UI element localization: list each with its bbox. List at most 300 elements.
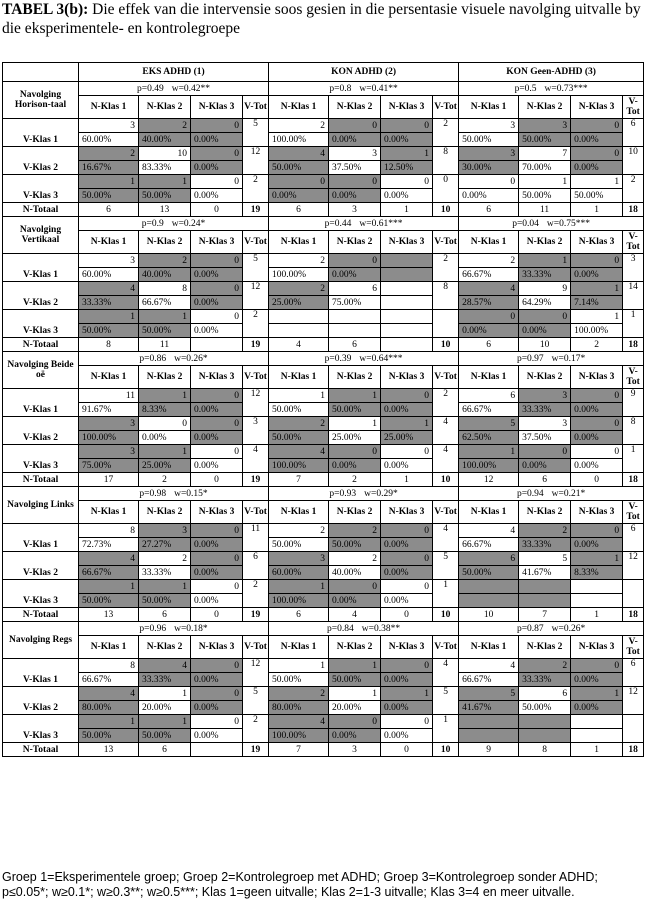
grand-total-cell: 10: [433, 473, 459, 487]
count-cell: 6: [329, 282, 381, 296]
percent-cell: 33.33%: [139, 566, 191, 580]
w-value: w=0.26*: [551, 623, 586, 634]
count-cell: 0: [329, 119, 381, 133]
column-header: N-Klas 3: [571, 366, 623, 389]
count-cell: [381, 282, 433, 296]
percent-cell: 40.00%: [329, 566, 381, 580]
column-total-cell: 8: [519, 743, 571, 757]
column-total-cell: 0: [191, 203, 243, 217]
percent-cell: [519, 729, 571, 743]
column-total-cell: 1: [571, 608, 623, 622]
count-row: [3, 687, 644, 701]
column-header: N-Klas 1: [269, 231, 329, 254]
w-value: w=0.21*: [551, 488, 586, 499]
column-header-row: [3, 366, 644, 389]
percent-cell: 50.00%: [329, 538, 381, 552]
percent-cell: 66.67%: [459, 403, 519, 417]
row-total-cell: 8: [433, 147, 459, 175]
column-header: N-Klas 2: [519, 366, 571, 389]
grand-total-cell: 19: [243, 203, 269, 217]
percent-cell: 25.00%: [381, 431, 433, 445]
percent-cell: 50.00%: [79, 729, 139, 743]
row-total-cell: [623, 580, 644, 608]
column-header: N-Klas 1: [459, 501, 519, 524]
column-total-cell: 0: [381, 743, 433, 757]
count-cell: 1: [571, 175, 623, 189]
count-cell: 4: [269, 445, 329, 459]
stats-cell-3: [459, 82, 644, 96]
column-header: N-Klas 3: [381, 501, 433, 524]
column-header: N-Klas 3: [191, 231, 243, 254]
p-value: p=0.87: [516, 623, 544, 634]
count-cell: 0: [191, 175, 243, 189]
p-value: p=0.04: [512, 218, 539, 229]
grand-total-cell: 18: [623, 203, 644, 217]
percent-cell: 50.00%: [519, 701, 571, 715]
column-total-cell: 3: [329, 743, 381, 757]
column-total-cell: 3: [329, 203, 381, 217]
count-cell: 1: [79, 175, 139, 189]
w-value: w=0.24*: [171, 218, 206, 229]
count-cell: 0: [381, 175, 433, 189]
count-cell: 0: [571, 389, 623, 403]
stats-cell-1: [79, 82, 269, 96]
percent-row: [3, 324, 644, 338]
percent-cell: 12.50%: [381, 161, 433, 175]
percent-cell: 0.00%: [191, 673, 243, 687]
column-header-row: [3, 96, 644, 119]
count-cell: [519, 580, 571, 594]
count-cell: 1: [269, 580, 329, 594]
row-total-cell: 3: [623, 254, 644, 282]
count-row: [3, 659, 644, 673]
percent-cell: [459, 729, 519, 743]
column-header: N-Klas 1: [269, 96, 329, 119]
column-total-cell: 6: [79, 203, 139, 217]
column-total-cell: 6: [139, 743, 191, 757]
percent-cell: 80.00%: [269, 701, 329, 715]
count-cell: 2: [329, 552, 381, 566]
column-total-cell: 13: [139, 203, 191, 217]
percent-cell: 50.00%: [269, 538, 329, 552]
percent-cell: 0.00%: [571, 431, 623, 445]
count-cell: 1: [79, 310, 139, 324]
percent-cell: 0.00%: [571, 701, 623, 715]
percent-cell: 50.00%: [519, 133, 571, 147]
count-row: [3, 175, 644, 189]
row-total-cell: 1: [433, 715, 459, 743]
count-cell: 0: [191, 417, 243, 431]
count-row: [3, 254, 644, 268]
count-cell: 1: [139, 389, 191, 403]
stats-row: [3, 217, 644, 231]
percent-cell: 50.00%: [459, 133, 519, 147]
column-total-cell: 1: [571, 743, 623, 757]
percent-row: [3, 189, 644, 203]
column-header: N-Klas 1: [79, 96, 139, 119]
column-total-cell: 0: [191, 473, 243, 487]
percent-row: [3, 459, 644, 473]
row-total-cell: 12: [623, 552, 644, 580]
percent-cell: 80.00%: [79, 701, 139, 715]
column-header: V-Tot: [623, 366, 644, 389]
percent-cell: [381, 268, 433, 282]
stats-cell-3: [459, 622, 644, 636]
count-cell: 0: [191, 254, 243, 268]
row-label: V-Klas 2: [3, 282, 79, 310]
column-total-cell: 6: [459, 203, 519, 217]
count-row: [3, 147, 644, 161]
percent-cell: 37.50%: [329, 161, 381, 175]
column-header: N-Klas 2: [329, 366, 381, 389]
row-total-cell: 12: [623, 687, 644, 715]
count-cell: 2: [139, 552, 191, 566]
column-header: V-Tot: [433, 96, 459, 119]
w-value: w=0.75***: [546, 218, 591, 229]
column-total-cell: 7: [519, 608, 571, 622]
percent-cell: 60.00%: [79, 133, 139, 147]
count-row: [3, 282, 644, 296]
column-total-cell: 0: [381, 608, 433, 622]
row-label: N-Totaal: [3, 473, 79, 487]
percent-cell: 60.00%: [79, 268, 139, 282]
count-cell: 0: [191, 580, 243, 594]
percent-cell: 66.67%: [139, 296, 191, 310]
stats-cell-2: [269, 487, 459, 501]
row-label: V-Klas 3: [3, 445, 79, 473]
count-cell: 1: [79, 580, 139, 594]
percent-cell: 75.00%: [79, 459, 139, 473]
percent-cell: 50.00%: [269, 161, 329, 175]
row-total-cell: 5: [243, 119, 269, 147]
percent-cell: 8.33%: [571, 566, 623, 580]
percent-cell: 50.00%: [269, 403, 329, 417]
table-title: Die effek van die intervensie soos gesien in die persentasie visuele navolging uitvalle by die eksperimentele- en kontrolegroepe: [2, 1, 641, 37]
count-cell: 3: [269, 552, 329, 566]
percent-row: [3, 566, 644, 580]
column-header: N-Klas 1: [459, 96, 519, 119]
column-total-cell: 6: [139, 608, 191, 622]
w-value: w=0.73***: [544, 83, 588, 94]
percent-cell: 50.00%: [459, 566, 519, 580]
percent-cell: 66.67%: [79, 566, 139, 580]
count-cell: [459, 580, 519, 594]
percent-cell: 0.00%: [571, 161, 623, 175]
column-header: V-Tot: [243, 636, 269, 659]
percent-cell: 0.00%: [381, 459, 433, 473]
column-header: V-Tot: [243, 501, 269, 524]
row-label: V-Klas 2: [3, 552, 79, 580]
column-total-cell: 13: [79, 743, 139, 757]
count-cell: 1: [79, 715, 139, 729]
column-header: N-Klas 2: [329, 636, 381, 659]
row-total-cell: 1: [623, 445, 644, 473]
count-cell: 0: [191, 524, 243, 538]
group-header-row: [3, 63, 644, 82]
percent-row: [3, 673, 644, 687]
column-total-cell: 11: [519, 203, 571, 217]
percent-cell: 0.00%: [329, 729, 381, 743]
count-row: [3, 552, 644, 566]
row-total-cell: 3: [243, 417, 269, 445]
row-total-cell: 1: [433, 580, 459, 608]
count-cell: 0: [381, 715, 433, 729]
count-cell: 0: [571, 524, 623, 538]
row-label: V-Klas 2: [3, 687, 79, 715]
column-header: N-Klas 1: [79, 366, 139, 389]
column-header: N-Klas 2: [329, 96, 381, 119]
p-value: p=0.39: [324, 353, 352, 364]
percent-row: [3, 133, 644, 147]
count-cell: 8: [139, 282, 191, 296]
percent-cell: 0.00%: [191, 431, 243, 445]
column-total-cell: 13: [79, 608, 139, 622]
count-cell: 5: [519, 552, 571, 566]
percent-cell: 0.00%: [269, 189, 329, 203]
row-label: N-Totaal: [3, 203, 79, 217]
percent-cell: 0.00%: [571, 673, 623, 687]
stats-row: [3, 82, 644, 96]
column-header: N-Klas 2: [519, 231, 571, 254]
stats-cell-3: [459, 352, 644, 366]
count-cell: [269, 310, 329, 324]
percent-cell: [381, 324, 433, 338]
column-total-cell: [191, 743, 243, 757]
percent-cell: 37.50%: [519, 431, 571, 445]
percent-row: [3, 268, 644, 282]
percent-cell: [519, 594, 571, 608]
column-header: N-Klas 1: [269, 636, 329, 659]
count-cell: 11: [79, 389, 139, 403]
count-cell: 10: [139, 147, 191, 161]
percent-cell: 50.00%: [139, 729, 191, 743]
row-label: N-Totaal: [3, 743, 79, 757]
count-cell: 1: [571, 282, 623, 296]
count-cell: 0: [191, 119, 243, 133]
grand-total-cell: 19: [243, 473, 269, 487]
count-cell: 1: [381, 147, 433, 161]
stats-cell-3: [459, 487, 644, 501]
row-total-cell: 4: [433, 524, 459, 552]
count-cell: 2: [269, 524, 329, 538]
grand-total-cell: 10: [433, 338, 459, 352]
percent-cell: 72.73%: [79, 538, 139, 552]
percent-cell: 0.00%: [191, 594, 243, 608]
count-cell: 0: [329, 175, 381, 189]
grand-total-cell: 10: [433, 743, 459, 757]
row-label: V-Klas 3: [3, 580, 79, 608]
count-cell: 2: [519, 659, 571, 673]
column-total-cell: 6: [269, 608, 329, 622]
count-cell: 0: [191, 282, 243, 296]
percent-cell: 50.00%: [79, 189, 139, 203]
count-cell: 0: [191, 659, 243, 673]
count-cell: 2: [269, 254, 329, 268]
count-cell: 0: [381, 119, 433, 133]
count-cell: 2: [79, 147, 139, 161]
count-cell: 4: [79, 552, 139, 566]
percent-cell: 66.67%: [459, 538, 519, 552]
column-total-cell: 0: [571, 473, 623, 487]
count-cell: 3: [519, 417, 571, 431]
percent-cell: 7.14%: [571, 296, 623, 310]
percent-cell: 0.00%: [571, 538, 623, 552]
w-value: w=0.41**: [359, 83, 398, 94]
percent-cell: 33.33%: [519, 538, 571, 552]
row-total-cell: 5: [243, 254, 269, 282]
p-value: p=0.94: [516, 488, 544, 499]
row-total-cell: 6: [623, 119, 644, 147]
row-total-cell: 2: [433, 389, 459, 417]
count-cell: 0: [381, 445, 433, 459]
count-cell: 3: [79, 254, 139, 268]
count-cell: 6: [459, 389, 519, 403]
section-label: Navolging Horison-taal: [3, 82, 79, 119]
percent-cell: 0.00%: [191, 324, 243, 338]
percent-cell: 0.00%: [191, 459, 243, 473]
count-cell: 5: [459, 687, 519, 701]
stats-cell-2: [269, 352, 459, 366]
column-total-cell: 10: [459, 608, 519, 622]
percent-cell: 62.50%: [459, 431, 519, 445]
count-cell: 1: [571, 310, 623, 324]
count-cell: 2: [459, 254, 519, 268]
percent-cell: 0.00%: [381, 673, 433, 687]
column-header: N-Klas 2: [139, 501, 191, 524]
count-cell: [571, 715, 623, 729]
w-value: w=0.29*: [364, 488, 398, 499]
count-cell: 0: [459, 175, 519, 189]
count-cell: 1: [329, 389, 381, 403]
row-label: N-Totaal: [3, 338, 79, 352]
percent-cell: 0.00%: [139, 431, 191, 445]
count-cell: 1: [139, 715, 191, 729]
column-header: N-Klas 3: [381, 366, 433, 389]
stats-cell-2: [269, 622, 459, 636]
p-value: p=0.5: [514, 83, 537, 94]
percent-cell: 40.00%: [139, 268, 191, 282]
column-header: V-Tot: [243, 366, 269, 389]
percent-cell: 91.67%: [79, 403, 139, 417]
count-cell: 0: [519, 445, 571, 459]
count-cell: 1: [571, 687, 623, 701]
count-row: [3, 417, 644, 431]
percent-cell: 50.00%: [139, 324, 191, 338]
row-total-cell: [433, 310, 459, 338]
count-cell: 1: [139, 687, 191, 701]
percent-cell: 50.00%: [139, 189, 191, 203]
count-cell: 3: [79, 417, 139, 431]
percent-cell: 0.00%: [519, 324, 571, 338]
row-total-cell: 2: [243, 310, 269, 338]
stats-cell-1: [79, 217, 269, 231]
column-header: N-Klas 2: [519, 636, 571, 659]
count-cell: 0: [191, 389, 243, 403]
percent-cell: 0.00%: [191, 133, 243, 147]
count-cell: 2: [269, 282, 329, 296]
count-cell: 4: [459, 659, 519, 673]
percent-cell: 0.00%: [329, 459, 381, 473]
percent-cell: 60.00%: [269, 566, 329, 580]
percent-cell: 0.00%: [329, 189, 381, 203]
column-total-cell: [191, 338, 243, 352]
percent-cell: 33.33%: [519, 403, 571, 417]
count-cell: 1: [269, 659, 329, 673]
percent-cell: 0.00%: [571, 403, 623, 417]
column-header: N-Klas 3: [571, 96, 623, 119]
percent-cell: 0.00%: [459, 189, 519, 203]
percent-cell: 0.00%: [381, 594, 433, 608]
row-total-cell: 12: [243, 389, 269, 417]
count-cell: 9: [519, 282, 571, 296]
percent-cell: 66.67%: [79, 673, 139, 687]
count-cell: 3: [79, 119, 139, 133]
count-cell: 4: [269, 715, 329, 729]
count-cell: 0: [459, 310, 519, 324]
percent-cell: [269, 324, 329, 338]
percent-cell: 0.00%: [381, 538, 433, 552]
column-header: N-Klas 3: [571, 636, 623, 659]
count-cell: 1: [139, 175, 191, 189]
count-cell: [381, 310, 433, 324]
percent-cell: 0.00%: [519, 459, 571, 473]
section-label: Navolging Regs: [3, 622, 79, 659]
percent-cell: 0.00%: [329, 594, 381, 608]
percent-cell: 33.33%: [139, 673, 191, 687]
row-label: V-Klas 1: [3, 254, 79, 282]
count-cell: 1: [381, 417, 433, 431]
column-total-cell: [381, 338, 433, 352]
percent-cell: [459, 594, 519, 608]
column-total-cell: 10: [519, 338, 571, 352]
stats-cell-2: [269, 217, 459, 231]
percent-cell: 50.00%: [519, 189, 571, 203]
section-label: Navolging Links: [3, 487, 79, 524]
row-total-cell: 4: [433, 445, 459, 473]
count-cell: 4: [459, 282, 519, 296]
column-total-cell: 2: [329, 473, 381, 487]
row-total-cell: 1: [623, 310, 644, 338]
count-cell: 3: [519, 389, 571, 403]
column-header: N-Klas 1: [79, 501, 139, 524]
stats-cell-2: [269, 82, 459, 96]
count-cell: 1: [329, 417, 381, 431]
totals-row: [3, 203, 644, 217]
column-header: N-Klas 1: [459, 231, 519, 254]
column-header: N-Klas 1: [459, 636, 519, 659]
count-cell: 3: [139, 524, 191, 538]
row-label: V-Klas 1: [3, 659, 79, 687]
count-row: [3, 445, 644, 459]
stats-row: [3, 622, 644, 636]
percent-cell: 0.00%: [191, 161, 243, 175]
count-row: [3, 119, 644, 133]
stats-cell-1: [79, 352, 269, 366]
count-cell: 1: [459, 445, 519, 459]
percent-cell: 75.00%: [329, 296, 381, 310]
percent-cell: 30.00%: [459, 161, 519, 175]
percent-cell: [381, 296, 433, 310]
count-cell: 4: [269, 147, 329, 161]
percent-cell: 50.00%: [329, 673, 381, 687]
column-total-cell: 12: [459, 473, 519, 487]
column-header: V-Tot: [623, 96, 644, 119]
percent-row: [3, 296, 644, 310]
p-value: p=0.9: [141, 218, 164, 229]
stats-cell-3: [459, 217, 644, 231]
row-total-cell: 11: [243, 524, 269, 552]
count-cell: 0: [191, 310, 243, 324]
